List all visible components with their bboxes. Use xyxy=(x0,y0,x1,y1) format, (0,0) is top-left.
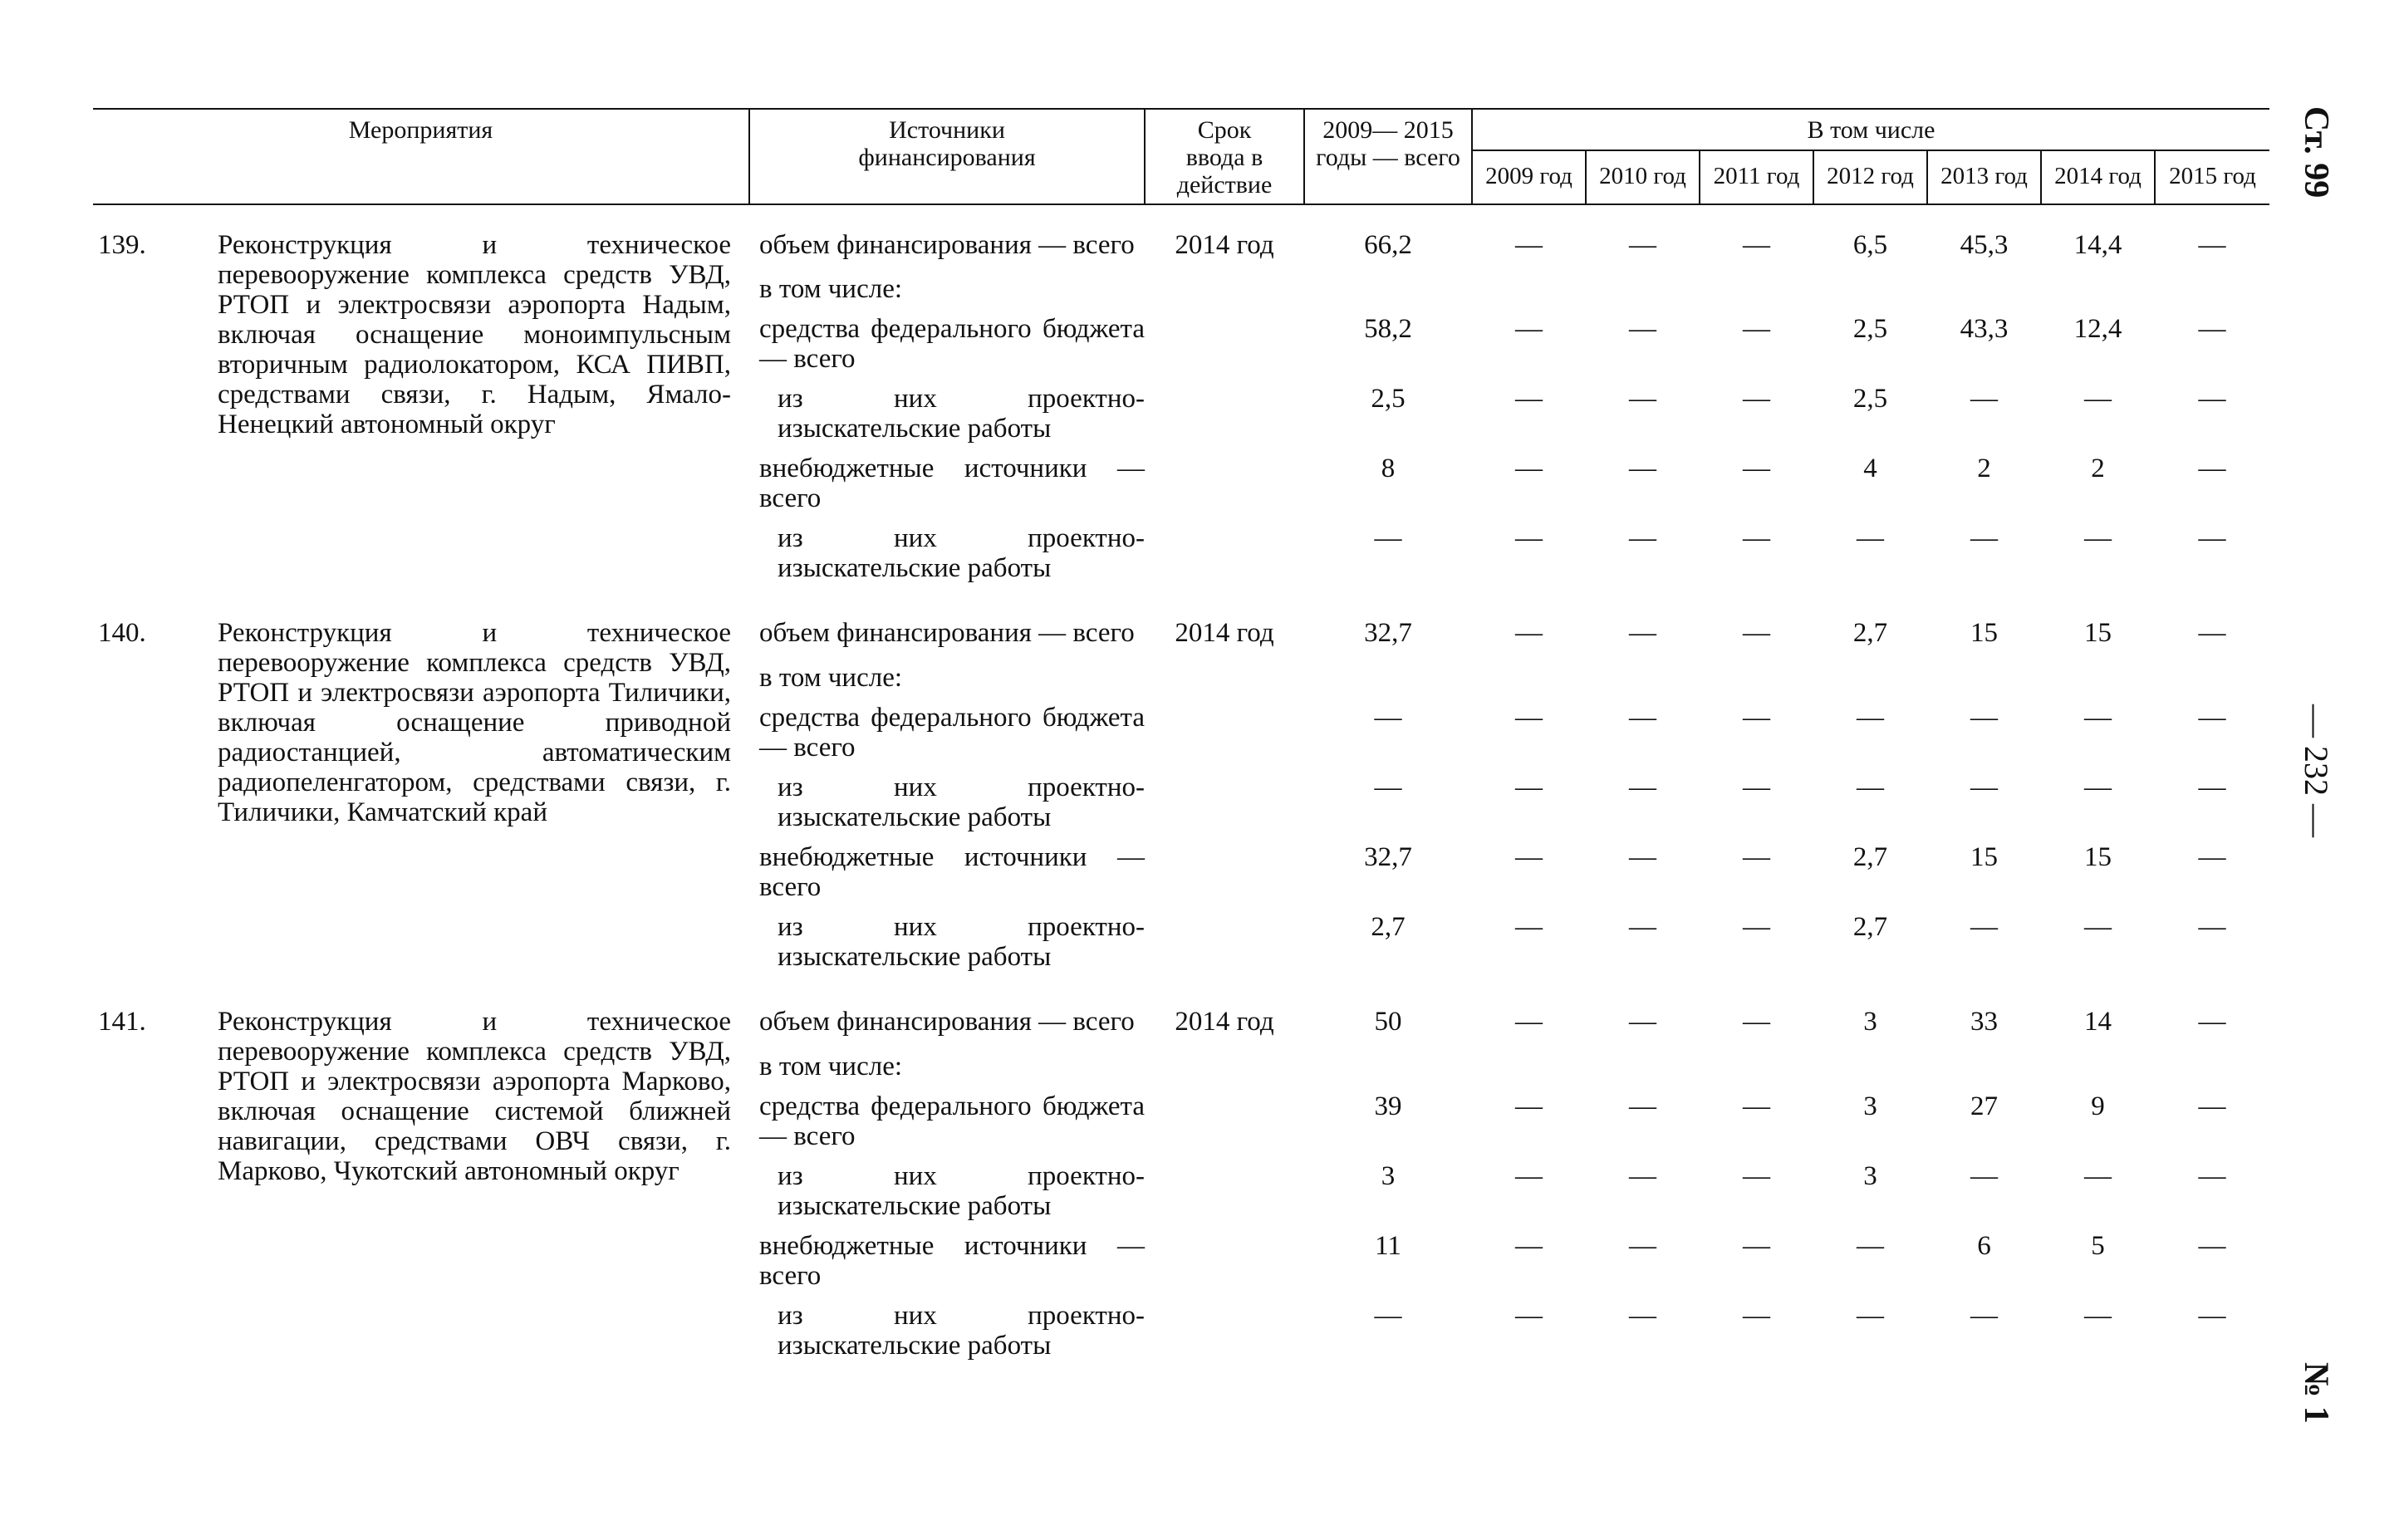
year-value: 15 xyxy=(1970,618,1998,648)
year-value: — xyxy=(1515,1301,1543,1331)
measure-number: 139. xyxy=(98,230,146,260)
year-value: — xyxy=(2198,703,2226,733)
year-value: — xyxy=(2198,618,2226,648)
year-value: 43,3 xyxy=(1960,314,2009,344)
year-value: — xyxy=(1857,1231,1884,1261)
year-value: — xyxy=(1629,1091,1656,1121)
total-value: 50 xyxy=(1374,1007,1402,1037)
year-value: — xyxy=(1970,772,1998,802)
year-value: — xyxy=(2198,230,2226,260)
year-value: — xyxy=(2084,1161,2112,1191)
year-value xyxy=(2041,1052,2155,1091)
year-value: — xyxy=(1743,523,1770,553)
year-value xyxy=(1700,274,1813,314)
year-value: — xyxy=(1743,384,1770,414)
commissioning-term xyxy=(1145,772,1304,842)
year-value: — xyxy=(1743,1161,1770,1191)
year-value: — xyxy=(1743,1091,1770,1121)
year-value xyxy=(1927,663,2041,703)
commissioning-term xyxy=(1145,523,1304,593)
commissioning-term xyxy=(1145,663,1304,703)
year-value: — xyxy=(1515,384,1543,414)
year-value: — xyxy=(2198,1231,2226,1261)
year-value: 2,7 xyxy=(1852,912,1888,942)
year-value: — xyxy=(1743,454,1770,483)
year-value: 14,4 xyxy=(2073,230,2122,260)
commissioning-term xyxy=(1145,1161,1304,1231)
header-year: 2013 год xyxy=(1927,150,2041,204)
financing-source: объем финансирования — всего xyxy=(759,1007,1135,1037)
commissioning-term xyxy=(1145,1231,1304,1301)
year-value: 3 xyxy=(1863,1007,1877,1037)
financing-source: объем финансирования — всего xyxy=(759,230,1135,260)
year-value: — xyxy=(1629,1007,1656,1037)
year-value: — xyxy=(2198,314,2226,344)
year-value xyxy=(2041,663,2155,703)
year-value: — xyxy=(1970,523,1998,553)
year-value xyxy=(1586,274,1700,314)
year-value: 15 xyxy=(2084,842,2112,872)
financing-source: средства федерального бюджета — всего xyxy=(759,1091,1145,1151)
commissioning-term xyxy=(1145,1052,1304,1091)
commissioning-term: 2014 год xyxy=(1175,1007,1274,1037)
year-value: — xyxy=(1629,314,1656,344)
year-value xyxy=(2155,274,2269,314)
year-value: — xyxy=(1629,1301,1656,1331)
year-value: — xyxy=(2198,384,2226,414)
year-value: — xyxy=(1629,618,1656,648)
total-value xyxy=(1304,274,1472,314)
year-value: — xyxy=(2084,523,2112,553)
year-value xyxy=(1813,274,1927,314)
measure-title: Реконструкция и техническое перевооружение комплекса средств УВД, РТОП и электросвязи аэропорта Тиличики, включая оснащение приводной радиостанцией, автоматическим радиопеленгатором, средствами связи, г. Тиличики, Камчатский край xyxy=(218,618,731,827)
year-value: — xyxy=(1970,912,1998,942)
commissioning-term: 2014 год xyxy=(1175,230,1274,260)
year-value: — xyxy=(1743,314,1770,344)
year-value: 27 xyxy=(1970,1091,1998,1121)
year-value: — xyxy=(1515,842,1543,872)
total-value: — xyxy=(1374,703,1402,733)
year-value: — xyxy=(2198,1091,2226,1121)
year-value: — xyxy=(1629,772,1656,802)
table-row xyxy=(93,593,2269,663)
year-value xyxy=(2155,663,2269,703)
total-value: 39 xyxy=(1374,1091,1402,1121)
year-value: — xyxy=(1629,523,1656,553)
year-value: — xyxy=(1515,912,1543,942)
year-value: 5 xyxy=(2091,1231,2105,1261)
year-value: — xyxy=(1629,703,1656,733)
header-year: 2009 год xyxy=(1472,150,1586,204)
financing-source: внебюджетные источники — всего xyxy=(759,454,1145,513)
year-value: — xyxy=(1970,1301,1998,1331)
total-value: 8 xyxy=(1381,454,1396,483)
financing-source: в том числе: xyxy=(759,1052,903,1081)
year-value xyxy=(2041,274,2155,314)
margin-article-number: Ст. 99 xyxy=(2297,106,2335,199)
total-value: 11 xyxy=(1375,1231,1401,1261)
commissioning-term xyxy=(1145,384,1304,454)
year-value: — xyxy=(1515,772,1543,802)
year-value: 6 xyxy=(1977,1231,1991,1261)
year-value: 45,3 xyxy=(1960,230,2009,260)
total-value: — xyxy=(1374,523,1402,553)
year-value: — xyxy=(1743,230,1770,260)
header-year: 2014 год xyxy=(2041,150,2155,204)
total-value: 2,7 xyxy=(1371,912,1406,942)
year-value: — xyxy=(1743,842,1770,872)
financing-source: из них проектно-изыскательские работы xyxy=(778,1301,1145,1361)
year-value: — xyxy=(1515,1007,1543,1037)
year-value: — xyxy=(2198,1161,2226,1191)
year-value: 12,4 xyxy=(2073,314,2122,344)
year-value xyxy=(1472,663,1586,703)
measure-number: 140. xyxy=(98,618,146,648)
year-value: — xyxy=(1515,230,1543,260)
total-value: 66,2 xyxy=(1364,230,1412,260)
financing-source: средства федерального бюджета — всего xyxy=(759,314,1145,374)
total-value: 58,2 xyxy=(1364,314,1412,344)
year-value: — xyxy=(1743,1007,1770,1037)
year-value: — xyxy=(1629,230,1656,260)
year-value xyxy=(1700,1052,1813,1091)
year-value: 2,7 xyxy=(1852,842,1888,872)
financing-source: из них проектно-изыскательские работы xyxy=(778,523,1145,583)
year-value xyxy=(1927,274,2041,314)
header-year: 2012 год xyxy=(1813,150,1927,204)
year-value: — xyxy=(1629,1231,1656,1261)
commissioning-term xyxy=(1145,703,1304,772)
commissioning-term xyxy=(1145,912,1304,982)
financing-source: из них проектно-изыскательские работы xyxy=(778,772,1145,832)
financing-source: объем финансирования — всего xyxy=(759,618,1135,648)
year-value: — xyxy=(1515,703,1543,733)
table-body xyxy=(93,204,2269,1371)
total-value: 2,5 xyxy=(1371,384,1406,414)
year-value xyxy=(1813,663,1927,703)
year-value: — xyxy=(2084,384,2112,414)
margin-page-number: — 232 — xyxy=(2298,704,2335,837)
year-value: 2,5 xyxy=(1852,384,1888,414)
year-value: — xyxy=(1970,703,1998,733)
year-value xyxy=(1586,663,1700,703)
year-value xyxy=(1472,1052,1586,1091)
total-value: 32,7 xyxy=(1364,618,1412,648)
year-value: — xyxy=(1515,618,1543,648)
year-value xyxy=(1586,1052,1700,1091)
year-value: — xyxy=(2084,703,2112,733)
year-value: — xyxy=(1857,1301,1884,1331)
year-value: 2,5 xyxy=(1852,314,1888,344)
year-value: 15 xyxy=(2084,618,2112,648)
header-total: 2009— 2015 годы — всего xyxy=(1304,109,1472,204)
year-value: — xyxy=(1743,703,1770,733)
financing-source: в том числе: xyxy=(759,274,903,304)
year-value: — xyxy=(1515,1231,1543,1261)
year-value: — xyxy=(2084,772,2112,802)
year-value xyxy=(1472,274,1586,314)
total-value: 32,7 xyxy=(1364,842,1412,872)
commissioning-term xyxy=(1145,842,1304,912)
year-value: — xyxy=(2198,523,2226,553)
financing-source: внебюджетные источники — всего xyxy=(759,842,1145,902)
financing-table-container xyxy=(93,108,2269,1371)
year-value: 15 xyxy=(1970,842,1998,872)
year-value: — xyxy=(1970,1161,1998,1191)
measure-number: 141. xyxy=(98,1007,146,1037)
year-value: — xyxy=(2198,1007,2226,1037)
measure-title: Реконструкция и техническое перевооружение комплекса средств УВД, РТОП и электросвязи аэропорта Надым, включая оснащение моноимпульсным вторичным радиолокатором, КСА ПИВП, средствами связи, г. Надым, Ямало-Ненецкий автономный округ xyxy=(218,230,731,439)
year-value: 2 xyxy=(2091,454,2105,483)
header-year: 2011 год xyxy=(1700,150,1813,204)
financing-table xyxy=(93,108,2269,1371)
header-measures: Мероприятия xyxy=(93,109,749,204)
year-value: — xyxy=(1629,1161,1656,1191)
total-value: 3 xyxy=(1381,1161,1396,1191)
header-year: 2010 год xyxy=(1586,150,1700,204)
header-sources: Источники финансирования xyxy=(749,109,1145,204)
year-value: 3 xyxy=(1863,1161,1877,1191)
year-value: — xyxy=(2198,772,2226,802)
year-value: — xyxy=(1515,454,1543,483)
year-value: — xyxy=(1629,384,1656,414)
financing-source: внебюджетные источники — всего xyxy=(759,1231,1145,1291)
year-value: — xyxy=(1629,842,1656,872)
year-value: — xyxy=(1857,523,1884,553)
year-value: 2,7 xyxy=(1852,618,1888,648)
total-value: — xyxy=(1374,772,1402,802)
total-value xyxy=(1304,663,1472,703)
year-value: — xyxy=(1743,1231,1770,1261)
year-value: — xyxy=(1743,912,1770,942)
commissioning-term xyxy=(1145,274,1304,314)
commissioning-term xyxy=(1145,454,1304,523)
year-value: 3 xyxy=(1863,1091,1877,1121)
year-value: — xyxy=(2084,1301,2112,1331)
year-value: — xyxy=(1629,454,1656,483)
table-header xyxy=(93,109,2269,204)
total-value: — xyxy=(1374,1301,1402,1331)
year-value: — xyxy=(2198,1301,2226,1331)
year-value: — xyxy=(2198,454,2226,483)
financing-source: из них проектно-изыскательские работы xyxy=(778,912,1145,972)
commissioning-term xyxy=(1145,1301,1304,1371)
table-row xyxy=(93,982,2269,1052)
header-including: В том числе xyxy=(1472,109,2269,150)
year-value: — xyxy=(1857,703,1884,733)
header-term: Срок ввода в действие xyxy=(1145,109,1304,204)
margin-issue-number: № 1 xyxy=(2297,1362,2335,1424)
year-value: — xyxy=(1515,1091,1543,1121)
year-value: — xyxy=(1515,314,1543,344)
year-value xyxy=(1927,1052,2041,1091)
year-value: 14 xyxy=(2084,1007,2112,1037)
year-value: — xyxy=(1970,384,1998,414)
year-value: — xyxy=(1743,618,1770,648)
year-value: — xyxy=(1629,912,1656,942)
measure-title: Реконструкция и техническое перевооружение комплекса средств УВД, РТОП и электросвязи аэропорта Марково, включая оснащение системой ближней навигации, средствами ОВЧ связи, г. Марково, Чукотский автономный округ xyxy=(218,1007,731,1186)
financing-source: в том числе: xyxy=(759,663,903,693)
year-value: — xyxy=(1743,1301,1770,1331)
year-value: 4 xyxy=(1863,454,1877,483)
year-value: — xyxy=(2084,912,2112,942)
table-row xyxy=(93,204,2269,274)
header-year: 2015 год xyxy=(2155,150,2269,204)
year-value: — xyxy=(1515,1161,1543,1191)
year-value: — xyxy=(1857,772,1884,802)
year-value xyxy=(1700,663,1813,703)
year-value: 6,5 xyxy=(1852,230,1888,260)
year-value: — xyxy=(2198,842,2226,872)
year-value: 2 xyxy=(1977,454,1991,483)
year-value: — xyxy=(1515,523,1543,553)
year-value: 33 xyxy=(1970,1007,1998,1037)
financing-source: из них проектно-изыскательские работы xyxy=(778,1161,1145,1221)
commissioning-term xyxy=(1145,314,1304,384)
year-value xyxy=(2155,1052,2269,1091)
commissioning-term xyxy=(1145,1091,1304,1161)
year-value: 9 xyxy=(2091,1091,2105,1121)
commissioning-term: 2014 год xyxy=(1175,618,1274,648)
financing-source: средства федерального бюджета — всего xyxy=(759,703,1145,763)
total-value xyxy=(1304,1052,1472,1091)
year-value: — xyxy=(1743,772,1770,802)
financing-source: из них проектно-изыскательские работы xyxy=(778,384,1145,444)
year-value: — xyxy=(2198,912,2226,942)
year-value xyxy=(1813,1052,1927,1091)
